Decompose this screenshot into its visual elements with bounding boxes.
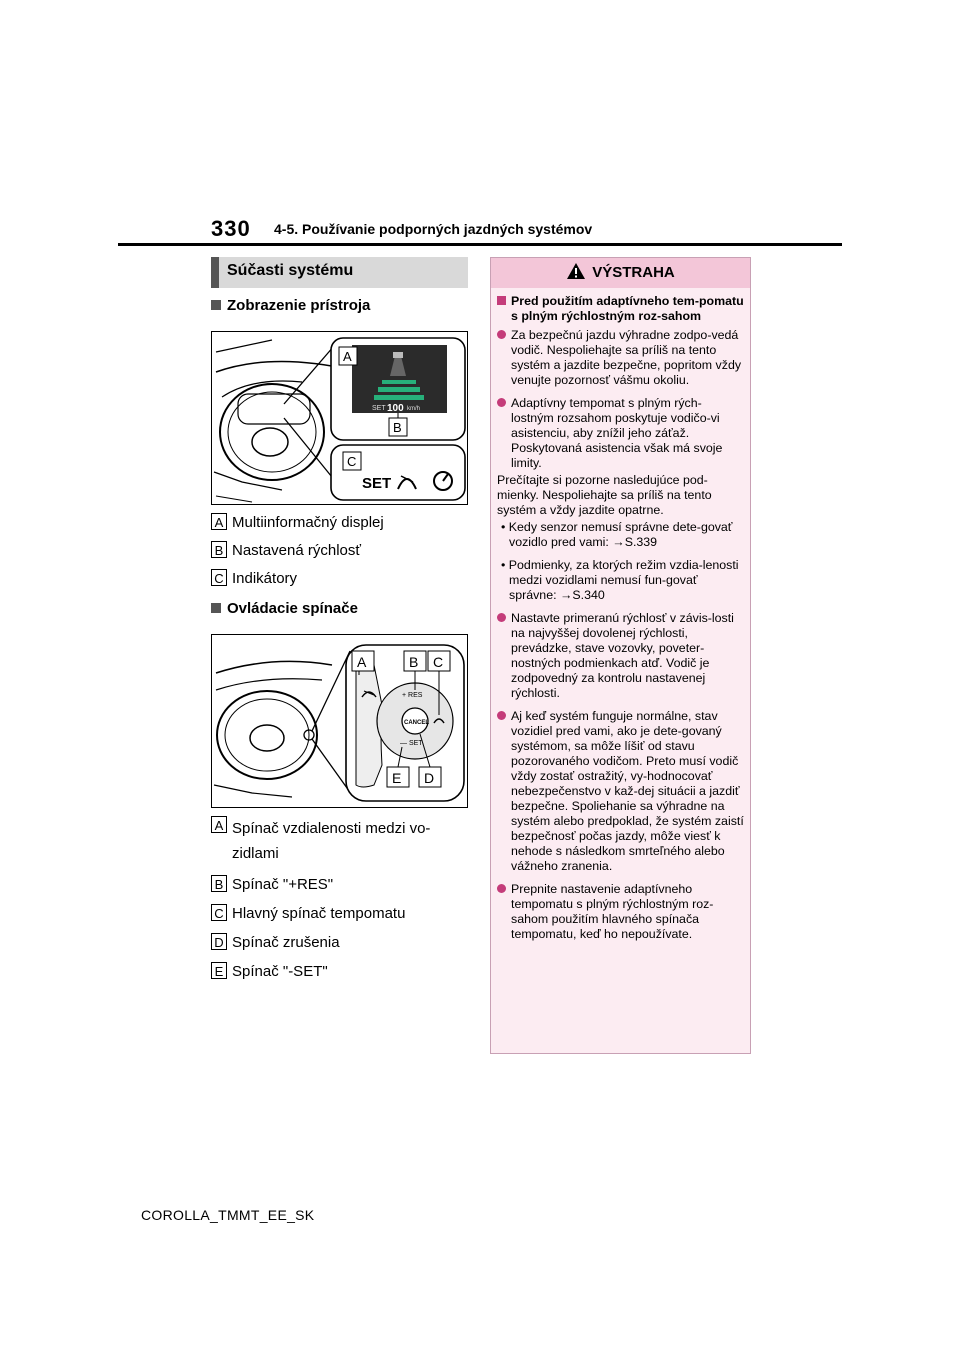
switches-figure bbox=[211, 634, 468, 808]
callout-e: E bbox=[392, 770, 402, 786]
warning-item: Prepnite nastavenie adaptívneho tempomatu s plným rýchlostným roz-sahom použitím hlavného spínača tempomatu, keď ho nepoužívate. bbox=[497, 882, 744, 942]
cancel-button-label: CANCEL bbox=[404, 720, 429, 726]
display-heading: Zobrazenie prístroja bbox=[211, 297, 370, 314]
page-number: 330 bbox=[211, 216, 251, 241]
indicator-set-icon: SET bbox=[362, 475, 392, 492]
footer-code: COROLLA_TMMT_EE_SK bbox=[141, 1207, 315, 1223]
switches-heading: Ovládacie spínače bbox=[211, 600, 358, 617]
instrument-figure bbox=[211, 331, 468, 505]
header-rule bbox=[118, 243, 842, 246]
warning-paragraph: Prečítajte si pozorne nasledujúce pod-mienky. Nespoliehajte sa príliš na tento systém a vždy jazdite opatrne. bbox=[497, 473, 712, 517]
legend-item: B Nastavená rýchlosť bbox=[211, 541, 471, 561]
callout-c: C bbox=[347, 454, 357, 469]
warning-title: Pred použitím adaptívneho tem-pomatu s plným rýchlostným roz-sahom bbox=[497, 294, 744, 324]
square-bullet-icon bbox=[497, 296, 506, 305]
legend-item: A Multiinformačný displej bbox=[211, 513, 471, 533]
display-set-label: SET bbox=[372, 405, 386, 412]
set-button-label: — SET bbox=[400, 740, 423, 747]
bullet-dot-icon bbox=[497, 613, 506, 622]
res-button-label: + RES bbox=[402, 692, 423, 699]
legend-item: C Hlavný spínač tempomatu bbox=[211, 904, 471, 924]
display-legend bbox=[211, 513, 471, 589]
legend-item: D Spínač zrušenia bbox=[211, 933, 471, 953]
bullet-dot-icon bbox=[497, 398, 506, 407]
display-speed-value: 100 bbox=[387, 403, 404, 414]
bullet-dot-icon bbox=[497, 711, 506, 720]
warning-body bbox=[491, 288, 750, 942]
callout-a: A bbox=[357, 654, 367, 670]
warning-header: VÝSTRAHA bbox=[491, 258, 750, 288]
legend-item: C Indikátory bbox=[211, 569, 471, 589]
callout-d: D bbox=[424, 770, 435, 786]
callout-b: B bbox=[409, 654, 419, 670]
section-heading: Súčasti systému bbox=[211, 257, 468, 288]
instrument-illustration bbox=[212, 332, 468, 505]
warning-item: Nastavte primeranú rýchlosť v závis-losti na najvyššej dovolenej rýchlosti, prevádzke, stave vozovky, poveter-nostných podmienkach atď. Vodič je zodpovedný za kontrolu nastavenej rýchlosti. bbox=[497, 611, 744, 701]
warning-item: Aj keď systém funguje normálne, stav vozidiel pred vami, ako je dete-govaný systémom, sa môže líšiť od stavu pozorovaného vodičom. Preto musí vodič vždy zostať ostražitý, vy-hodnocovať nebezpečenstvo v kaž-dej situácii a jazdiť bezpečne. Spoliehanie sa výhradne na systém alebo predpoklad, že systém zaistí bezpečnosť počas jazdy, môže viesť k nehode s následkom smrteľného alebo vážneho zranenia. bbox=[497, 709, 744, 874]
callout-c: C bbox=[433, 654, 444, 670]
warning-subitem: • Kedy senzor nemusí správne dete-govať vozidlo pred vami: →S.339 bbox=[501, 520, 733, 549]
legend-item: A Spínač vzdialenosti medzi vo-zidlami bbox=[211, 816, 471, 866]
square-bullet-icon bbox=[211, 603, 221, 613]
bullet-dot-icon bbox=[497, 884, 506, 893]
chapter-title: 4-5. Používanie podporných jazdných systémov bbox=[274, 221, 593, 237]
callout-a: A bbox=[343, 349, 352, 364]
switches-legend bbox=[211, 816, 471, 982]
warning-item: Adaptívny tempomat s plným rých-lostným rozsahom poskytuje vodičo-vi asistenciu, aby znížil jeho záťaž. Poskytovaná asistencia však má svoje limity. bbox=[497, 396, 744, 471]
bullet-dot-icon bbox=[497, 330, 506, 339]
warning-box bbox=[490, 257, 751, 1054]
warning-item: Za bezpečnú jazdu výhradne zodpo-vedá vodič. Nespoliehajte sa príliš na tento systém a jazdite bezpečne, popritom vždy venujte pozornosť vášmu okoliu. bbox=[497, 328, 744, 388]
callout-b: B bbox=[393, 420, 402, 435]
legend-item: B Spínač "+RES" bbox=[211, 875, 471, 895]
warning-subitem: • Podmienky, za ktorých režim vzdia-lenosti medzi vozidlami nemusí fun-govať správne: →S.340 bbox=[501, 558, 739, 602]
warning-triangle-icon bbox=[566, 262, 586, 280]
square-bullet-icon bbox=[211, 300, 221, 310]
display-speed-unit: km/h bbox=[407, 406, 421, 412]
legend-item: E Spínač "-SET" bbox=[211, 962, 471, 982]
switches-illustration bbox=[212, 635, 468, 808]
